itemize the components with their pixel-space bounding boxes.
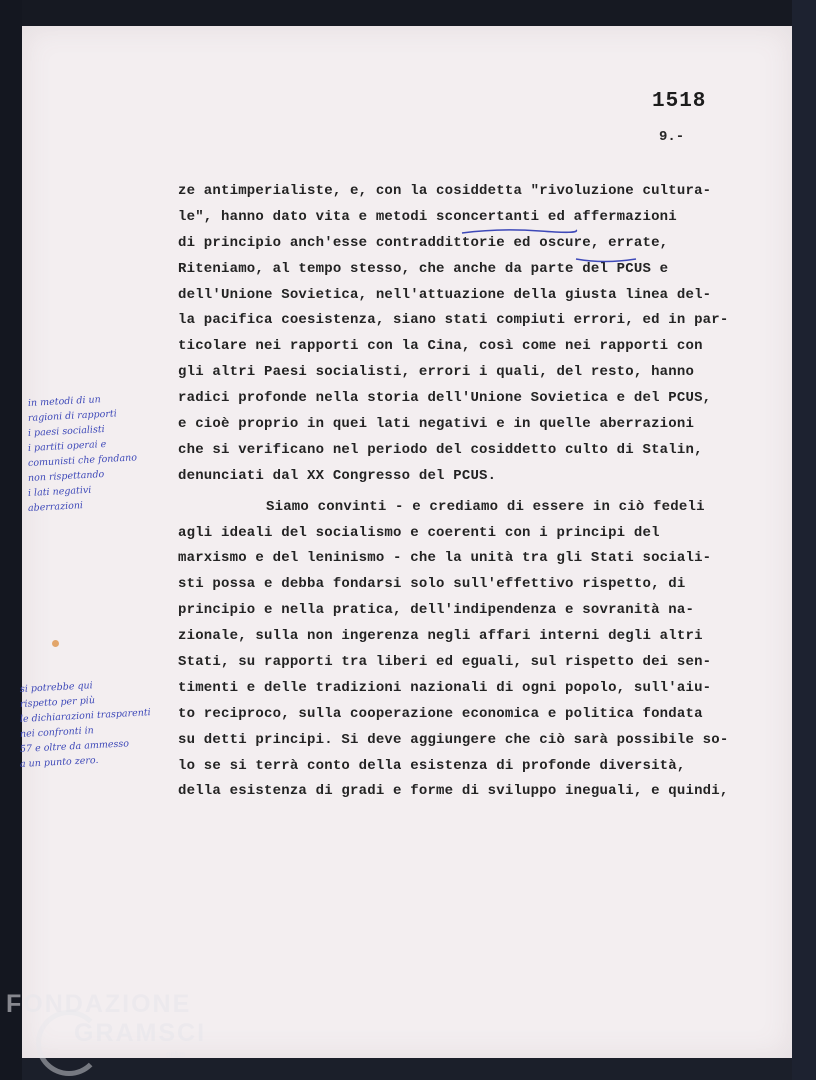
text-line (178, 495, 790, 521)
annotation-line: comunisti che fondano (27, 452, 138, 469)
text-line: lo se si terrà conto della esistenza di profonde diversità, (178, 757, 686, 774)
text-line: principio e nella pratica, dell'indipendenza e sovranità na- (178, 602, 695, 619)
text-line: Riteniamo, al tempo stesso, che anche da parte del PCUS e (178, 260, 669, 277)
text-line: marxismo e del leninismo - che la unità tra gli Stati sociali- (178, 550, 712, 567)
text-line: agli ideali del socialismo e coerenti con i principi del (178, 524, 660, 541)
text-line: su detti principi. Si deve aggiungere che ciò sarà possibile so- (178, 731, 729, 748)
margin-annotation-1 (28, 396, 137, 516)
text-line: e cioè proprio in quei lati negativi e in quelle aberrazioni (178, 416, 695, 433)
annotation-line: i lati negativi (27, 484, 92, 499)
watermark-g-icon (36, 1010, 102, 1076)
section-number: 9.- (659, 129, 685, 145)
annotation-line: in metodi di un (27, 394, 102, 409)
text-line: denunciati dal XX Congresso del PCUS. (178, 467, 497, 484)
watermark-sub: onlus (166, 1050, 186, 1059)
text-line: dell'Unione Sovietica, nell'attuazione della giusta linea del- (178, 286, 712, 303)
watermark-line-2: GRAMSCI (74, 1019, 207, 1047)
annotation-line: 57 e oltre da ammesso (19, 738, 130, 755)
text-line: ze antimperialiste, e, con la cosiddetta "rivoluzione cultura- (178, 183, 712, 199)
scan-border-right (792, 0, 816, 1080)
annotation-line: ragioni di rapporti (27, 408, 118, 424)
text-line: di principio anch'esse contraddittorie ed oscure, errate, (178, 234, 669, 251)
text-line: sti possa e debba fondarsi solo sull'effettivo rispetto, di (178, 576, 686, 593)
text-line: le", hanno dato vita e metodi sconcertanti ed affermazioni (178, 208, 677, 225)
ink-stain (52, 640, 59, 647)
text-line: zionale, sulla non ingerenza negli affari interni degli altri (178, 628, 703, 645)
text-line: Stati, su rapporti tra liberi ed eguali, sul rispetto dei sen- (178, 654, 712, 671)
annotation-line: i partiti operai e (27, 438, 107, 454)
text-line: ticolare nei rapporti con la Cina, così come nei rapporti con (178, 338, 703, 355)
annotation-line: non rispettando (27, 469, 105, 484)
text-line: timenti e delle tradizioni nazionali di ogni popolo, sull'aiu- (178, 679, 712, 696)
watermark-logo (6, 990, 207, 1059)
annotation-line: le dichiarazioni trasparenti (19, 707, 151, 725)
text-line: la pacifica coesistenza, siano stati compiuti errori, ed in par- (178, 312, 729, 329)
typed-text-body (178, 179, 790, 805)
annotation-line: si potrebbe qui (19, 680, 93, 695)
text-line: gli altri Paesi socialisti, errori i quali, del resto, hanno (178, 364, 695, 381)
pen-underline-oscure (574, 255, 640, 265)
watermark-line-1: FONDAZIONE (6, 990, 192, 1018)
text-line-content: Siamo convinti - e crediamo di essere in ciò fedeli (266, 498, 705, 515)
annotation-line: a un punto zero. (19, 754, 99, 770)
page-number: 1518 (652, 90, 707, 113)
scan-border-left (0, 0, 22, 1080)
annotation-line: i paesi socialisti (27, 423, 105, 439)
margin-annotation-2 (20, 682, 151, 772)
scan-border-top (0, 0, 816, 26)
pen-underline-sconcertanti (460, 226, 580, 238)
text-line: della esistenza di gradi e forme di sviluppo ineguali, e quindi, (178, 783, 729, 800)
annotation-line: nei confronti in (19, 725, 95, 740)
text-line: che si verificano nel periodo del cosiddetto culto di Stalin, (178, 441, 703, 458)
annotation-line: aberrazioni (27, 500, 84, 514)
text-line: to reciproco, sulla cooperazione economica e politica fondata (178, 705, 703, 722)
text-line: radici profonde nella storia dell'Unione Sovietica e del PCUS, (178, 390, 712, 407)
annotation-line: rispetto per più (19, 695, 96, 710)
